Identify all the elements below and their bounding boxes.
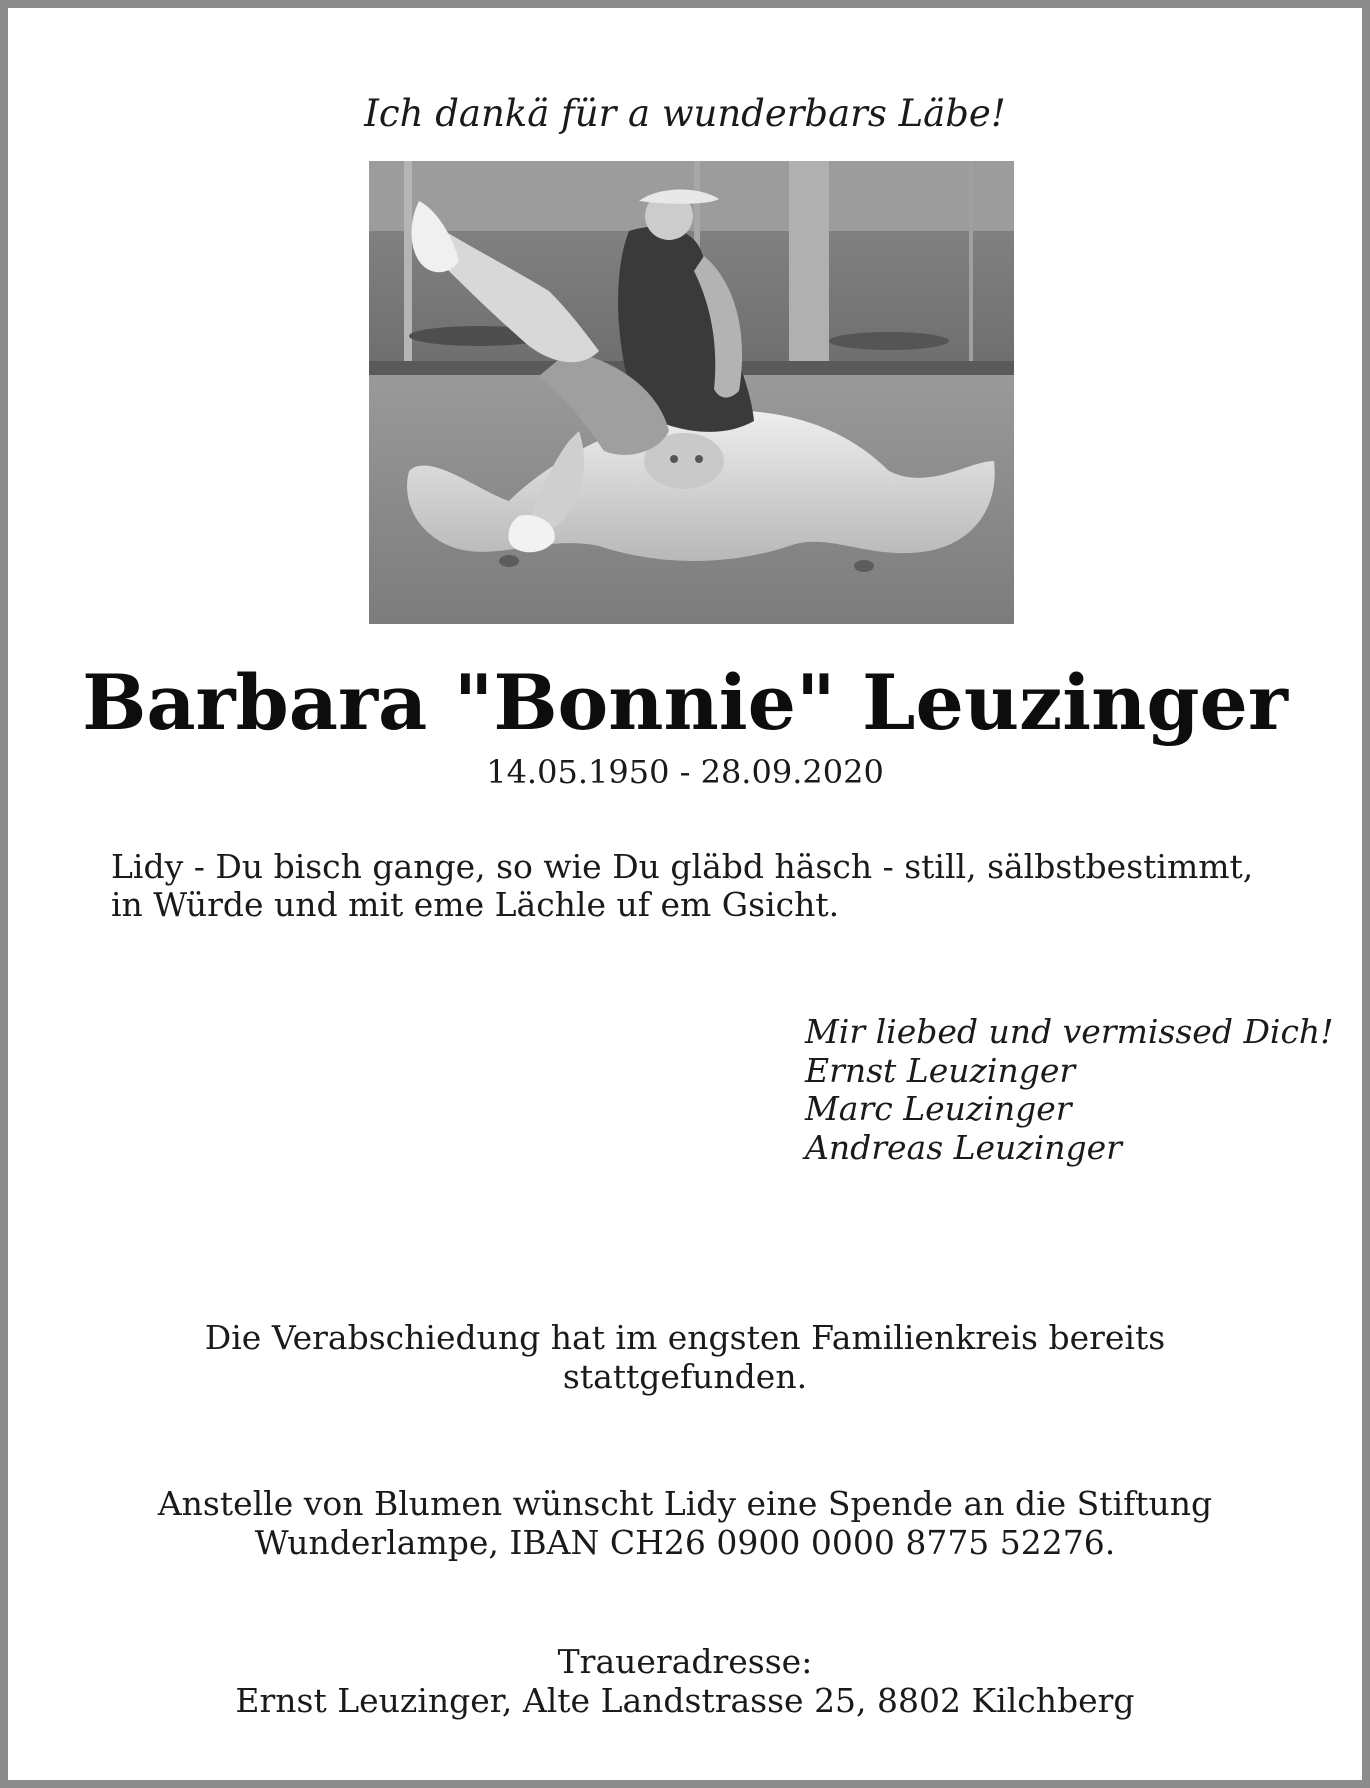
portrait-photo <box>369 161 1014 624</box>
donation-line: Anstelle von Blumen wünscht Lidy eine Spende an die Stiftung <box>157 1484 1213 1523</box>
ceremony-line: stattgefunden. <box>562 1357 808 1396</box>
farewell-line: Lidy - Du bisch gange, so wie Du gläbd häsch - still, sälbstbestimmt, <box>111 847 1254 886</box>
donation-notice <box>8 1484 1362 1562</box>
family-member-name: Andreas Leuzinger <box>805 1127 1122 1167</box>
farewell-text <box>111 848 1291 924</box>
signoff-greeting: Mir liebed und vermissed Dich! <box>805 1012 1334 1051</box>
deceased-name: Barbara "Bonnie" Leuzinger <box>82 658 1288 747</box>
family-member-name: Marc Leuzinger <box>805 1089 1072 1128</box>
motto: Ich dankä für a wunderbars Läbe! <box>364 92 1006 135</box>
address-line: Ernst Leuzinger, Alte Landstrasse 25, 8802 Kilchberg <box>235 1681 1135 1720</box>
donation-line: Wunderlampe, IBAN CH26 0900 0000 8775 52276. <box>254 1523 1116 1562</box>
life-dates: 14.05.1950 - 28.09.2020 <box>486 753 884 791</box>
farewell-line: in Würde und mit eme Lächle uf em Gsicht. <box>111 885 840 924</box>
family-member-name: Ernst Leuzinger <box>805 1050 1076 1090</box>
mourning-address <box>8 1642 1362 1720</box>
family-signoff <box>805 1012 1334 1167</box>
ceremony-notice <box>8 1318 1362 1396</box>
address-label: Traueradresse: <box>557 1642 813 1681</box>
ceremony-line: Die Verabschiedung hat im engsten Familienkreis bereits <box>204 1318 1166 1357</box>
